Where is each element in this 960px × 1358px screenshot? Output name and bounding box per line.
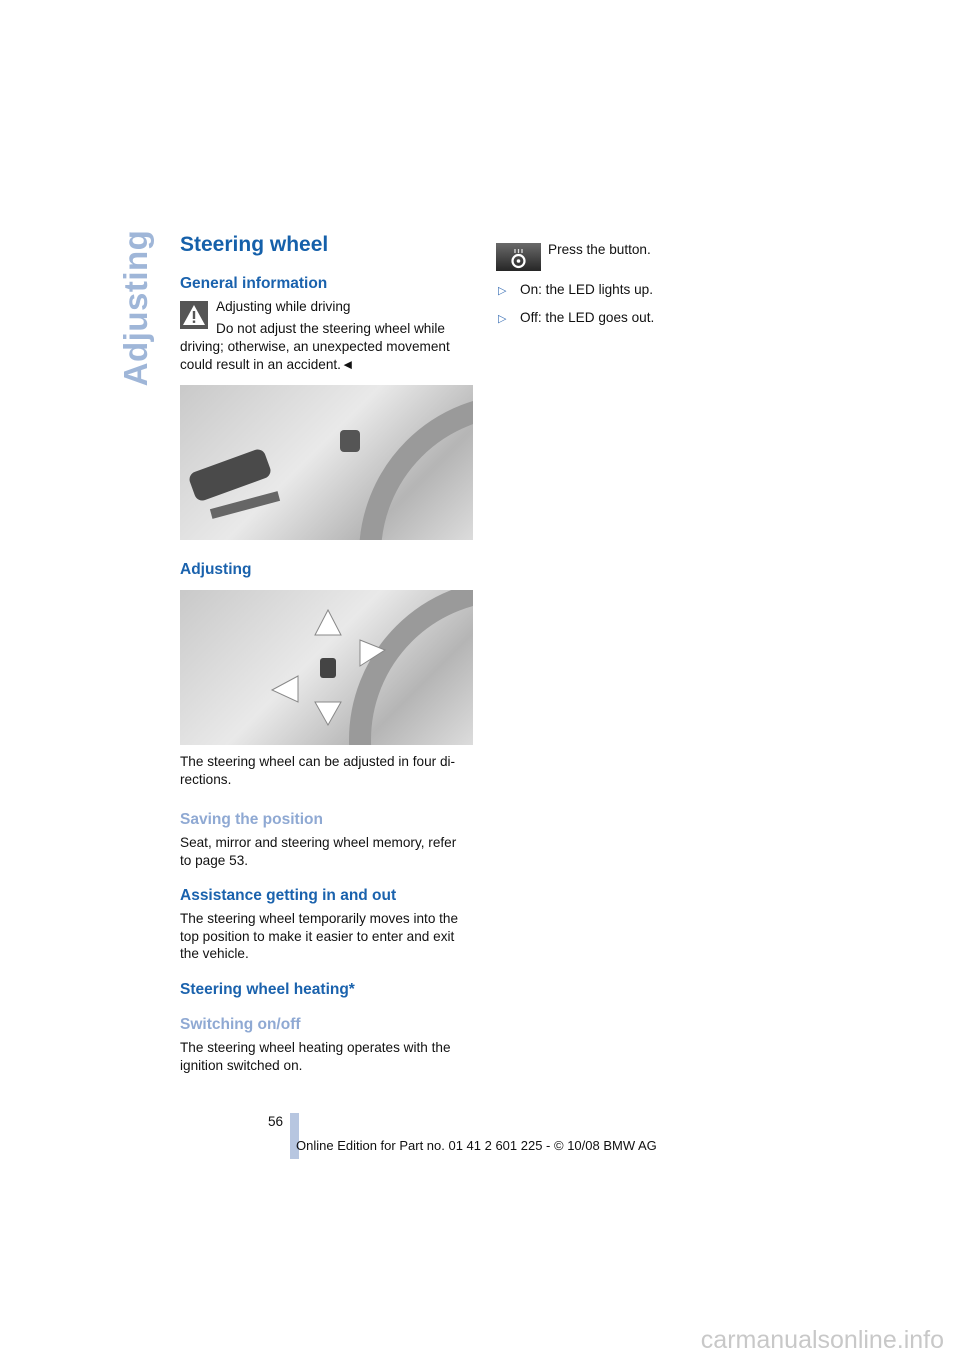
dashboard-photo — [180, 385, 473, 540]
heading-switching-on-off: Switching on/off — [180, 1016, 301, 1033]
page-title: Steering wheel — [180, 233, 329, 256]
warning-icon — [180, 301, 208, 329]
side-tab: Adjusting — [117, 229, 154, 386]
heading-saving-position: Saving the position — [180, 811, 323, 828]
adjustment-photo — [180, 590, 473, 745]
press-button-text: Press the button. — [548, 242, 651, 257]
page-number: 56 — [268, 1114, 284, 1129]
body-text: The steering wheel heating operates with the — [180, 1040, 451, 1055]
heading-steering-wheel-heating: Steering wheel heating* — [180, 981, 355, 998]
body-text: top position to make it easier to enter and exit — [180, 929, 455, 944]
bullet-triangle-icon: ▷ — [498, 285, 507, 297]
steering-wheel-heating-button-icon — [496, 243, 541, 271]
body-text: Seat, mirror and steering wheel memory, refer — [180, 835, 457, 850]
warning-text: driving; otherwise, an unexpected movement — [180, 339, 450, 354]
body-text: the vehicle. — [180, 946, 249, 961]
body-text: rections. — [180, 772, 232, 787]
body-text: ignition switched on. — [180, 1058, 303, 1073]
footer-edition: Online Edition for Part no. 01 41 2 601 225 - © 10/08 BMW AG — [296, 1138, 657, 1153]
heading-general-information: General information — [180, 275, 328, 292]
heading-adjusting: Adjusting — [180, 561, 252, 578]
body-text: to page 53. — [180, 853, 249, 868]
heading-assistance: Assistance getting in and out — [180, 887, 397, 904]
warning-title: Adjusting while driving — [216, 299, 351, 314]
body-text: The steering wheel can be adjusted in four di- — [180, 754, 456, 769]
body-text: The steering wheel temporarily moves into the — [180, 911, 459, 926]
warning-text: Do not adjust the steering wheel while — [216, 321, 445, 336]
bullet-triangle-icon: ▷ — [498, 313, 507, 325]
watermark: carmanualsonline.info — [700, 1326, 944, 1354]
list-item: Off: the LED goes out. — [520, 310, 655, 325]
warning-text: could result in an accident.◄ — [180, 357, 355, 372]
list-item: On: the LED lights up. — [520, 282, 653, 297]
